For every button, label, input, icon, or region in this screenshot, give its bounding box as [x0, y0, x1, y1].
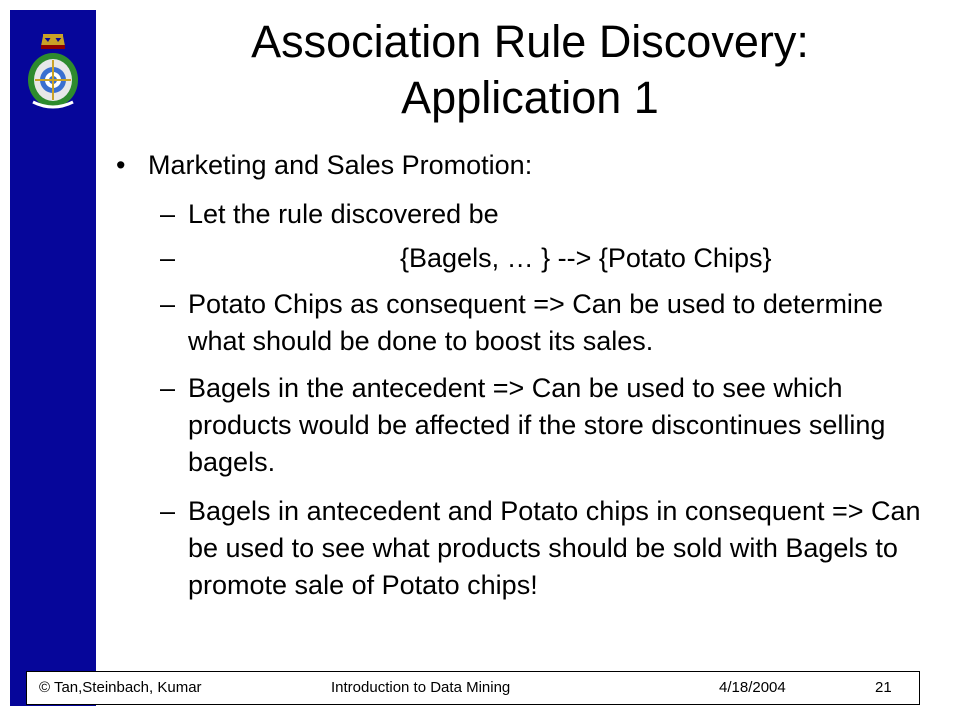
sub-item-text: Bagels in antecedent and Potato chips in consequent => Can be used to see what products should be sold with Bagels to promote sale of Potato chips!	[188, 496, 921, 600]
sub-item	[160, 370, 938, 481]
dash-marker: –	[160, 373, 176, 403]
dash-marker: –	[160, 199, 176, 229]
sub-item-text: Bagels in the antecedent => Can be used to see which products would be affected if the store discontinues selling bagels.	[188, 373, 886, 477]
sub-item	[160, 240, 938, 277]
footer-page-number: 21	[875, 679, 892, 696]
dash-marker: –	[160, 243, 176, 273]
title-line-2: Application 1	[401, 72, 659, 123]
sub-item-text: Let the rule discovered be	[188, 199, 499, 229]
bullet-text: Marketing and Sales Promotion:	[148, 150, 533, 180]
dash-marker: –	[160, 496, 176, 526]
bullet-marker: •	[116, 150, 126, 180]
footer-date: 4/18/2004	[719, 679, 786, 696]
sub-item	[160, 286, 938, 360]
dash-marker: –	[160, 289, 176, 319]
slide-footer	[26, 671, 920, 705]
footer-authors: © Tan,Steinbach, Kumar	[39, 679, 202, 696]
title-line-1: Association Rule Discovery:	[251, 16, 809, 67]
footer-course: Introduction to Data Mining	[331, 679, 511, 696]
bullet-item	[116, 148, 533, 182]
rule-text: {Bagels, … } --> {Potato Chips}	[400, 243, 772, 273]
sub-item	[160, 493, 938, 604]
sub-item-text: Potato Chips as consequent => Can be used to determine what should be done to boost its sales.	[188, 289, 883, 356]
sub-item	[160, 196, 938, 233]
